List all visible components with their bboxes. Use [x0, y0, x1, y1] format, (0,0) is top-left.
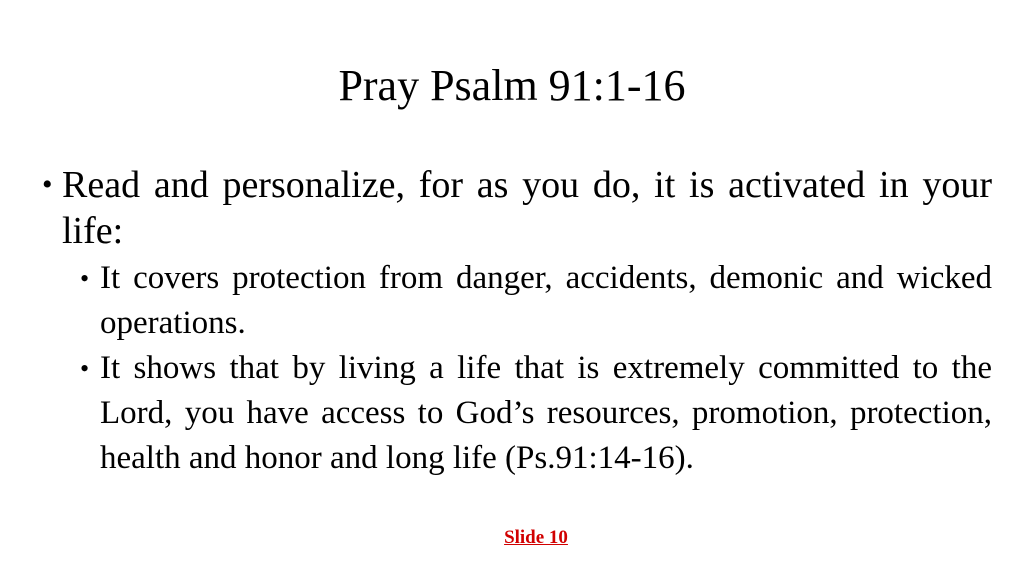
slide-body [42, 162, 992, 481]
sub-bullet-text: It shows that by living a life that is extremely committed to the Lord, you have access to God’s resources, promotion, protection, health and honor and long life (Ps.91:14-16). [100, 350, 992, 476]
bullet-icon: • [80, 354, 90, 383]
slide-title: Pray Psalm 91:1-16 [338, 61, 686, 110]
bullet-text: Read and personalize, for as you do, it is activated in your life: [62, 164, 992, 252]
sub-bullet-item [80, 346, 992, 481]
slide-number-link[interactable]: Slide 10 [504, 527, 568, 548]
sub-bullet-list [80, 256, 992, 481]
sub-bullet-text: It covers protection from danger, accidents, demonic and wicked operations. [100, 260, 992, 341]
sub-bullet-item [80, 256, 992, 346]
bullet-icon: • [42, 168, 53, 201]
bullet-icon: • [80, 264, 90, 293]
bullet-item [42, 162, 992, 254]
